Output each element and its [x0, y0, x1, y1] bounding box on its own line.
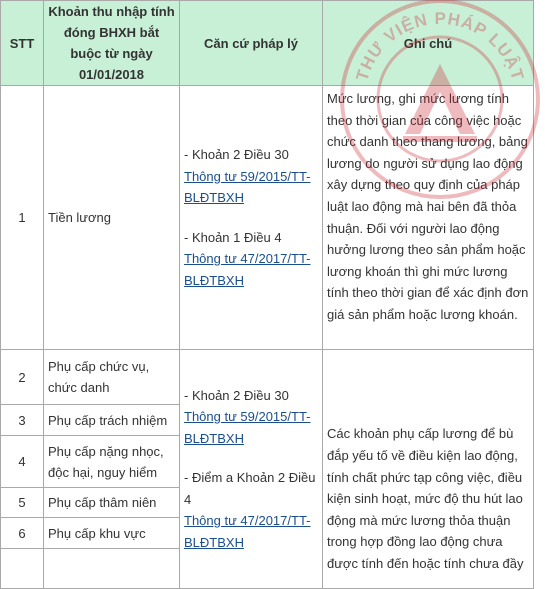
- circular-link[interactable]: Thông tư 59/2015/TT-BLĐTBXH: [184, 168, 311, 205]
- row-income: Phụ cấp chức vụ, chức danh: [44, 350, 180, 405]
- row-stt: 2: [1, 350, 44, 405]
- note-cell: [323, 350, 534, 589]
- row-income: Phụ cấp thâm niên: [44, 488, 180, 518]
- legal-basis-cell: [180, 86, 323, 350]
- circular-link[interactable]: Thông tư 47/2017/TT-BLĐTBXH: [184, 251, 311, 288]
- row-stt: 5: [1, 488, 44, 518]
- row-income: Tiền lương: [44, 86, 180, 350]
- legal-clause: - Khoản 2 Điều 30: [184, 147, 289, 162]
- header-legal-basis: Căn cứ pháp lý: [180, 1, 323, 86]
- watermark-text: THƯ VIỆN PHÁP LUẬT: [352, 8, 528, 84]
- note-cell: Mức lương, ghi mức lương tính theo thời gian của công việc hoặc chức danh theo thang lương, bảng lương do người sử dụng lao động xây dựng theo quy định của pháp luật lao động mà hai bên đã thỏa thuận. Đối với người lao động hưởng lương theo sản phẩm hoặc lương khoán thì ghi mức lương tính theo thời gian để xác định đơn giá sản phẩm hoặc lương khoán.: [323, 86, 534, 350]
- legal-clause: - Điểm a Khoản 2 Điều 4: [184, 470, 316, 507]
- header-income: Khoản thu nhập tính đóng BHXH bắt buộc từ ngày 01/01/2018: [44, 1, 180, 86]
- note-text: Các khoản phụ cấp lương để bù đắp yếu tố về điều kiện lao động, tính chất phức tạp công việc, điều kiện sinh hoạt, mức độ thu hút lao động mà mức lương thỏa thuận trong hợp đồng lao động chưa được tính đến hoặc tính chưa đầy: [327, 426, 524, 571]
- row-stt: 4: [1, 436, 44, 488]
- table-row: [1, 350, 534, 405]
- row-income: Phụ cấp khu vực: [44, 518, 180, 549]
- header-note: Ghi chú: [323, 1, 534, 86]
- header-row: [1, 1, 534, 86]
- row-income: [44, 549, 180, 589]
- legal-clause: - Khoản 2 Điều 30: [184, 387, 289, 403]
- circular-link[interactable]: Thông tư 47/2017/TT-BLĐTBXH: [184, 513, 311, 550]
- row-stt: 3: [1, 405, 44, 436]
- circular-link[interactable]: Thông tư 59/2015/TT-BLĐTBXH: [184, 409, 311, 446]
- row-income: Phụ cấp nặng nhọc, độc hại, nguy hiểm: [44, 436, 180, 488]
- header-stt: STT: [1, 1, 44, 86]
- row-income: Phụ cấp trách nhiệm: [44, 405, 180, 436]
- row-stt: 1: [1, 86, 44, 350]
- row-stt: 6: [1, 518, 44, 549]
- legal-basis-cell: [180, 350, 323, 589]
- legal-clause: - Khoản 1 Điều 4: [184, 229, 282, 245]
- row-stt: [1, 549, 44, 589]
- table-row: [1, 86, 534, 350]
